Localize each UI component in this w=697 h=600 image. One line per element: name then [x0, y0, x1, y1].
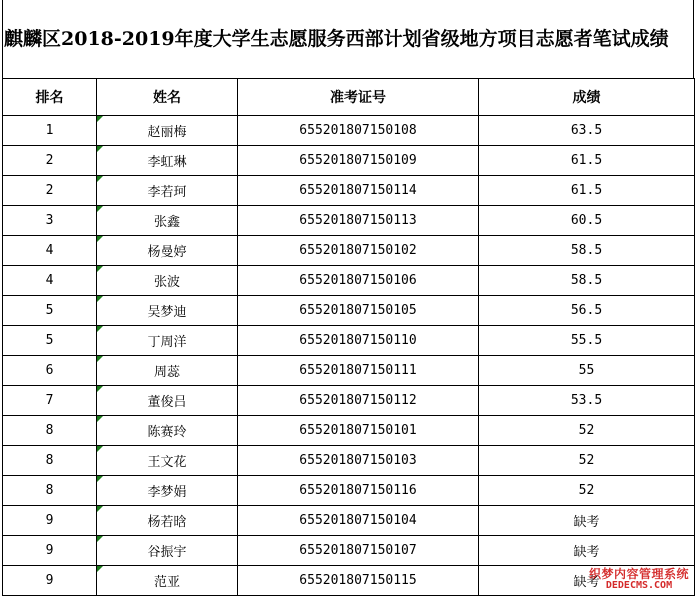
cell-rank: 9	[3, 566, 97, 596]
table-row	[3, 536, 695, 566]
table-row	[3, 356, 695, 386]
table-row	[3, 206, 695, 236]
header-exam-id: 准考证号	[238, 79, 479, 116]
cell-rank: 5	[3, 326, 97, 356]
cell-score: 56.5	[479, 296, 695, 326]
table-body	[3, 116, 695, 596]
cell-rank: 3	[3, 206, 97, 236]
cell-exam-id: 655201807150110	[238, 326, 479, 356]
cell-score: 63.5	[479, 116, 695, 146]
table-row	[3, 296, 695, 326]
cell-name: 范亚	[97, 566, 238, 596]
cell-name: 谷振宇	[97, 536, 238, 566]
cell-name: 李虹琳	[97, 146, 238, 176]
cell-score: 52	[479, 476, 695, 506]
cell-name: 杨若晗	[97, 506, 238, 536]
cell-score: 55.5	[479, 326, 695, 356]
page-title: 麒麟区2018-2019年度大学生志愿服务西部计划省级地方项目志愿者笔试成绩	[4, 28, 669, 50]
cell-name: 王文花	[97, 446, 238, 476]
cell-score: 缺考	[479, 536, 695, 566]
cell-exam-id: 655201807150107	[238, 536, 479, 566]
cell-rank: 7	[3, 386, 97, 416]
cell-name: 李梦娟	[97, 476, 238, 506]
cell-exam-id: 655201807150106	[238, 266, 479, 296]
cell-rank: 9	[3, 506, 97, 536]
header-rank: 排名	[3, 79, 97, 116]
cell-rank: 8	[3, 416, 97, 446]
cell-exam-id: 655201807150111	[238, 356, 479, 386]
cell-name: 周蕊	[97, 356, 238, 386]
table-header-row	[3, 79, 695, 116]
table-row	[3, 146, 695, 176]
cell-score: 58.5	[479, 266, 695, 296]
cell-exam-id: 655201807150116	[238, 476, 479, 506]
cell-exam-id: 655201807150113	[238, 206, 479, 236]
watermark-logo	[583, 568, 695, 598]
score-table	[2, 78, 695, 596]
cell-name: 吴梦迪	[97, 296, 238, 326]
watermark-text-en: DEDECMS.COM	[605, 579, 673, 591]
cell-rank: 8	[3, 476, 97, 506]
cell-exam-id: 655201807150109	[238, 146, 479, 176]
cell-name: 丁周洋	[97, 326, 238, 356]
table-row	[3, 416, 695, 446]
table-row	[3, 446, 695, 476]
cell-exam-id: 655201807150101	[238, 416, 479, 446]
cell-score: 58.5	[479, 236, 695, 266]
watermark-text-cn: 织梦内容管理系统	[588, 567, 689, 581]
cell-exam-id: 655201807150105	[238, 296, 479, 326]
header-name: 姓名	[97, 79, 238, 116]
cell-name: 李若珂	[97, 176, 238, 206]
cell-exam-id: 655201807150115	[238, 566, 479, 596]
table-row	[3, 386, 695, 416]
cell-name: 赵丽梅	[97, 116, 238, 146]
cell-rank: 4	[3, 236, 97, 266]
table-row	[3, 266, 695, 296]
cell-exam-id: 655201807150103	[238, 446, 479, 476]
cell-score: 60.5	[479, 206, 695, 236]
cell-exam-id: 655201807150102	[238, 236, 479, 266]
cell-name: 张波	[97, 266, 238, 296]
cell-score: 61.5	[479, 176, 695, 206]
cell-rank: 2	[3, 176, 97, 206]
table-row	[3, 476, 695, 506]
table-row	[3, 116, 695, 146]
cell-score: 61.5	[479, 146, 695, 176]
cell-rank: 4	[3, 266, 97, 296]
cell-rank: 1	[3, 116, 97, 146]
cell-exam-id: 655201807150108	[238, 116, 479, 146]
cell-rank: 8	[3, 446, 97, 476]
cell-rank: 2	[3, 146, 97, 176]
cell-score: 52	[479, 446, 695, 476]
cell-exam-id: 655201807150114	[238, 176, 479, 206]
cell-name: 杨曼婷	[97, 236, 238, 266]
table-row	[3, 176, 695, 206]
cell-score: 缺考	[479, 506, 695, 536]
table-row	[3, 326, 695, 356]
cell-name: 张鑫	[97, 206, 238, 236]
table-row	[3, 236, 695, 266]
cell-rank: 9	[3, 536, 97, 566]
table-row	[3, 506, 695, 536]
cell-score: 缺考	[479, 566, 695, 596]
cell-score: 53.5	[479, 386, 695, 416]
cell-rank: 6	[3, 356, 97, 386]
header-score: 成绩	[479, 79, 695, 116]
cell-exam-id: 655201807150112	[238, 386, 479, 416]
cell-score: 55	[479, 356, 695, 386]
cell-score: 52	[479, 416, 695, 446]
cell-name: 陈赛玲	[97, 416, 238, 446]
cell-rank: 5	[3, 296, 97, 326]
cell-name: 董俊吕	[97, 386, 238, 416]
cell-exam-id: 655201807150104	[238, 506, 479, 536]
